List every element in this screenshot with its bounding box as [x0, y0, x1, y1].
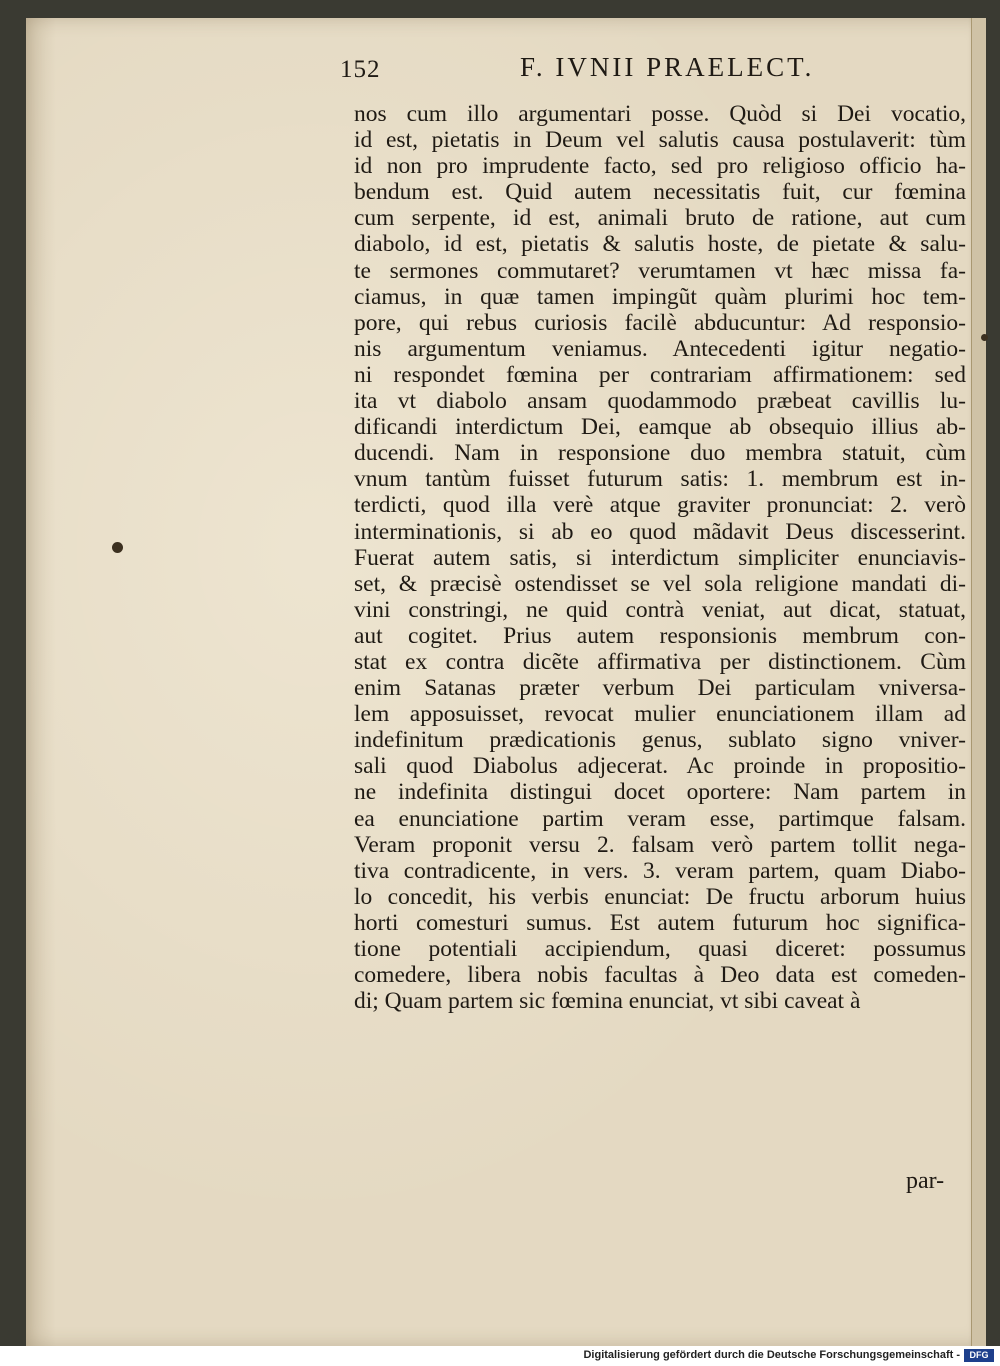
- catchword: par-: [906, 1168, 945, 1194]
- text-line: ne indefinita distingui docet oportere: Nam partem in: [354, 779, 966, 806]
- text-line: nos cum illo argumentari posse. Quòd si Dei vocatio,: [354, 101, 966, 127]
- ink-stain: [981, 334, 988, 341]
- page-edge: [971, 18, 986, 1346]
- page-number: 152: [340, 56, 381, 83]
- text-line: stat ex contra dicẽte affirmativa per distinctionem. Cùm: [354, 648, 966, 675]
- text-line: vini constringi, ne quid contrà veniat, aut dicat, statuat,: [354, 596, 966, 623]
- ink-stain: [112, 542, 123, 553]
- body-text: [354, 101, 966, 1014]
- text-line: ea enunciatione partim veram esse, partimque falsam.: [354, 805, 966, 832]
- text-line: enim Satanas præter verbum Dei particulam vniversa-: [354, 675, 966, 702]
- text-line: cum serpente, id est, animali bruto de ratione, aut cum: [354, 205, 966, 232]
- text-line: comedere, libera nobis facultas à Deo data est comeden-: [354, 962, 966, 989]
- text-line: bendum est. Quid autem necessitatis fuit, cur fœmina: [354, 179, 966, 206]
- running-head: F. IVNII PRAELECT.: [520, 52, 815, 82]
- text-line: lo concedit, his verbis enunciat: De fructu arborum huius: [354, 883, 966, 910]
- text-line: ducendi. Nam in responsione duo membra statuit, cùm: [354, 440, 966, 467]
- text-line: horti comesturi sumus. Est autem futurum hoc significa-: [354, 909, 966, 936]
- text-line: ita vt diabolo ansam quodammodo præbeat cavillis lu-: [354, 388, 966, 415]
- text-line: lem apposuisset, revocat mulier enunciationem illam ad: [354, 701, 966, 728]
- text-line: diabolo, id est, pietatis & salutis hoste, de pietate & salu-: [354, 231, 966, 258]
- dfg-logo-icon: DFG: [964, 1349, 994, 1362]
- page-header: [340, 46, 860, 86]
- text-line: nis argumentum veniamus. Antecedenti igitur negatio-: [354, 335, 966, 362]
- funding-credit: Digitalisierung gefördert durch die Deutsche Forschungsgemeinschaft -: [583, 1349, 960, 1361]
- text-line: aut cogitet. Prius autem responsionis membrum con-: [354, 622, 966, 649]
- text-line: Fuerat autem satis, si interdictum simpliciter enunciavis-: [354, 544, 966, 571]
- text-line: id est, pietatis in Deum vel salutis causa postulaverit: tùm: [354, 127, 966, 154]
- text-line: ciamus, in quæ tamen impingũt quàm plurimi hoc tem-: [354, 283, 966, 310]
- text-line: tione potentiali accipiendum, quasi diceret: possumus: [354, 936, 966, 962]
- footer-bar: [0, 1346, 1000, 1366]
- text-line: interminationis, si ab eo quod mãdavit Deus discesserint.: [354, 518, 966, 545]
- text-line: dificandi interdictum Dei, eamque ab obsequio illius ab-: [354, 414, 966, 441]
- text-line: pore, qui rebus curiosis facilè abducuntur: Ad responsio-: [354, 309, 966, 336]
- text-line: set, & præcisè ostendisset se vel sola religione mandati di-: [354, 570, 966, 597]
- text-line: terdicti, quod illa verè atque graviter pronunciat: 2. verò: [354, 492, 966, 519]
- text-line: di; Quam partem sic fœmina enunciat, vt sibi caveat à: [354, 988, 861, 1015]
- text-line: sali quod Diabolus adjecerat. Ac proinde in propositio-: [354, 753, 966, 780]
- text-line: indefinitum prædicationis genus, sublato signo vniver-: [354, 727, 966, 754]
- text-line: Veram proponit versu 2. falsam verò partem tollit nega-: [354, 831, 966, 858]
- text-line: id non pro imprudente facto, sed pro religioso officio ha-: [354, 153, 966, 180]
- text-line: te sermones commutaret? verumtamen vt hæc missa fa-: [354, 257, 966, 284]
- text-line: tiva contradicente, in vers. 3. veram partem, quam Diabo-: [354, 857, 966, 884]
- text-line: vnum tantùm fuisset futurum satis: 1. membrum est in-: [354, 466, 966, 493]
- text-line: ni respondet fœmina per contrariam affirmationem: sed: [354, 361, 966, 388]
